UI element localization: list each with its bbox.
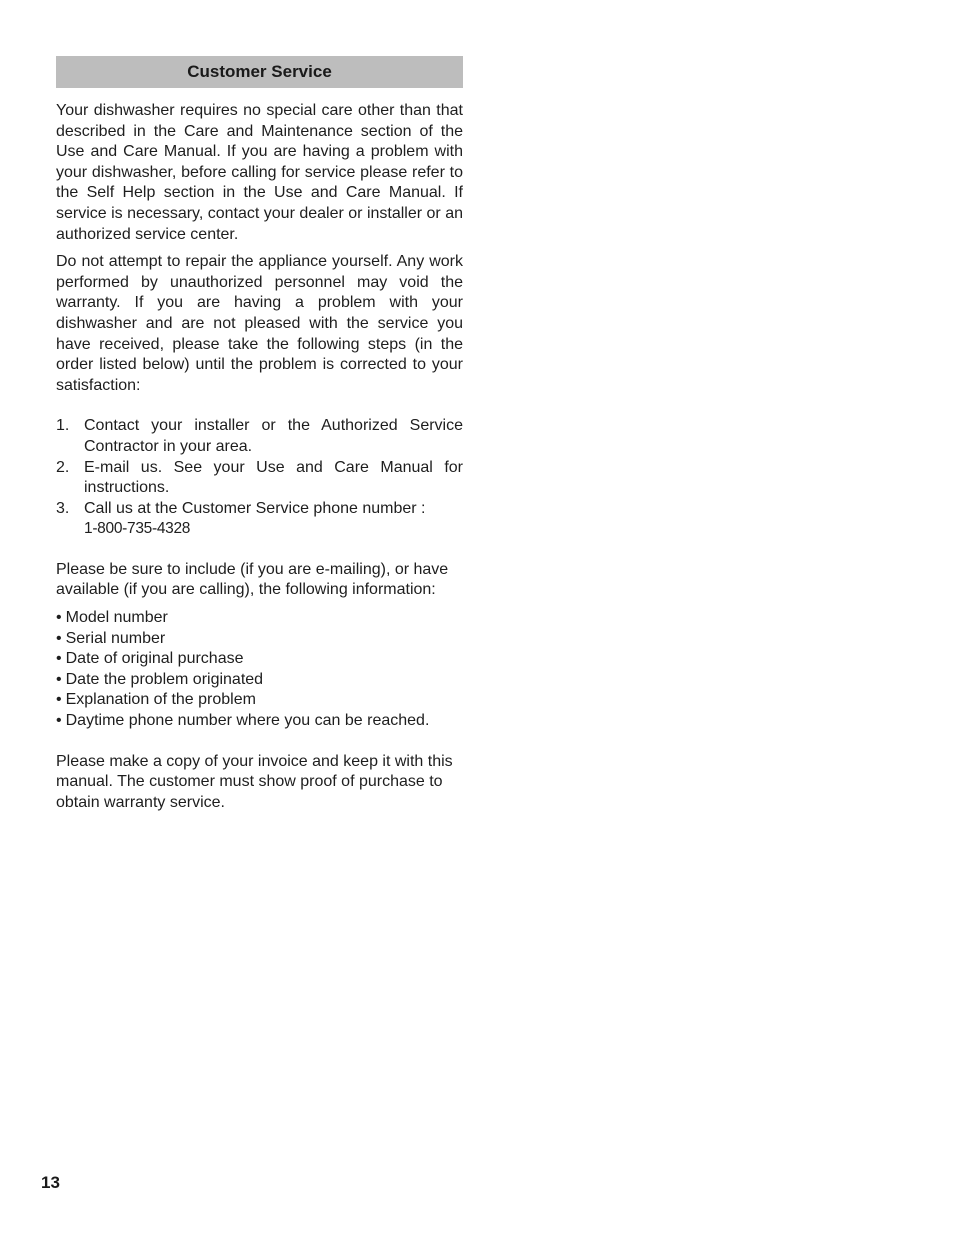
list-item (56, 629, 463, 650)
step-text: E-mail us. See your Use and Care Manual for instructions. (84, 458, 463, 497)
repair-warning-paragraph: Do not attempt to repair the appliance yourself. Any work performed by unauthorized personnel may void the warranty. If you are having a problem with your dishwasher and are not pleased with the service you have received, please take the following steps (in the order listed below) until the problem is corrected to your satisfaction: (56, 253, 463, 394)
bullet-icon: • (56, 629, 62, 647)
info-item-text: Date of original purchase (65, 650, 244, 668)
list-item (56, 649, 463, 670)
list-item (56, 690, 463, 711)
page-number: 13 (41, 1173, 60, 1192)
list-item (56, 499, 463, 540)
bullet-icon: • (56, 691, 62, 709)
required-info-list (56, 608, 463, 732)
intro-paragraph: Your dishwasher requires no special care other than that described in the Care and Maintenance section of the Use and Care Manual. If you are having a problem with your dishwasher, before calling for service please refer to the Self Help section in the Use and Care Manual. If service is necessary, contact your dealer or installer or an authorized service center. (56, 102, 463, 243)
bullet-icon: • (56, 712, 62, 730)
step-number: 2. (56, 458, 70, 476)
bullet-icon: • (56, 609, 62, 627)
service-steps-list (56, 416, 463, 540)
bullet-icon: • (56, 670, 62, 688)
step-text: Contact your installer or the Authorized Service Contractor in your area. (84, 417, 463, 455)
bullet-icon: • (56, 650, 62, 668)
list-item (56, 416, 463, 457)
step-number: 1. (56, 417, 70, 435)
step-content (84, 499, 463, 540)
customer-service-section (56, 56, 463, 813)
list-item (56, 670, 463, 691)
step-text: Call us at the Customer Service phone number : (84, 499, 426, 517)
info-item-text: Explanation of the problem (65, 691, 256, 709)
list-item (56, 458, 463, 499)
invoice-paragraph: Please make a copy of your invoice and keep it with this manual. The customer must show proof of purchase to obtain warranty service. (56, 752, 453, 811)
section-title-bar (56, 56, 463, 88)
info-item-text: Model number (65, 609, 168, 627)
step-number: 3. (56, 499, 70, 517)
customer-service-phone-number: 1-800-735-4328 (84, 520, 191, 538)
info-item-text: Date the problem originated (65, 670, 264, 688)
list-item (56, 711, 463, 732)
info-item-text: Serial number (65, 629, 166, 647)
include-info-paragraph: Please be sure to include (if you are e-mailing), or have available (if you are calling), the following information: (56, 560, 449, 599)
list-item (56, 608, 463, 629)
section-title: Customer Service (187, 61, 332, 81)
info-item-text: Daytime phone number where you can be reached. (65, 712, 430, 730)
